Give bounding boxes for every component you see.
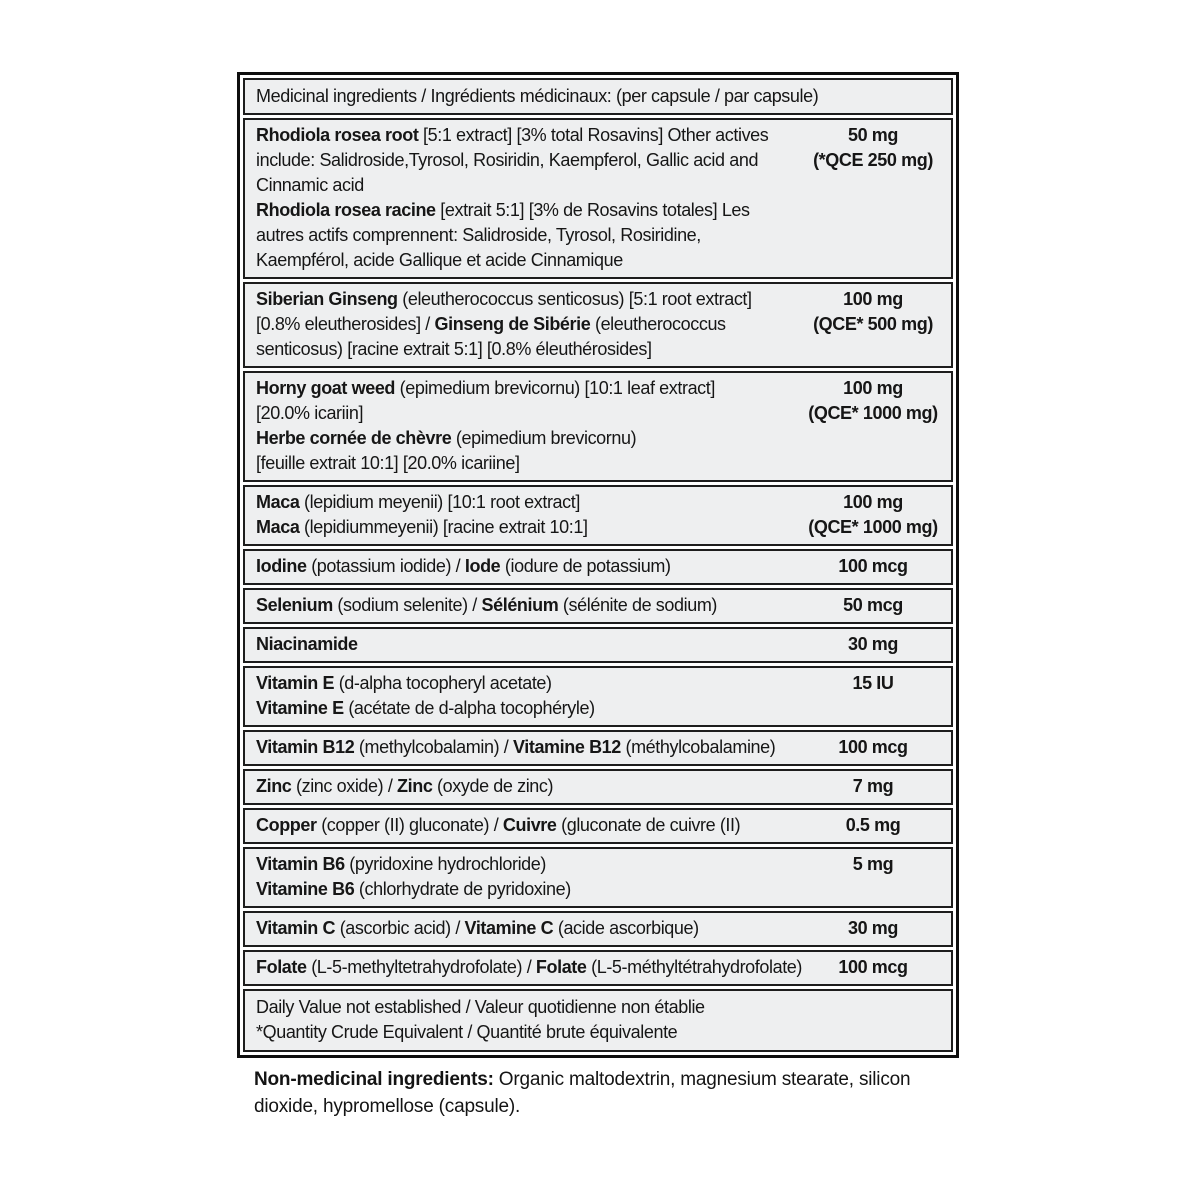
ingredient-name-line: Folate (L-5-methyltetrahydrofolate) / Folate (L-5-méthyltétrahydrofolate)	[256, 957, 803, 977]
ingredient-name-line: senticosus) [racine extrait 5:1] [0.8% éleuthérosides]	[256, 339, 652, 359]
ingredient-name-iodine	[256, 554, 803, 579]
ingredient-amount-line: 30 mg	[847, 634, 899, 654]
ingredient-name-line: [feuille extrait 10:1] [20.0% icariine]	[256, 453, 520, 473]
table-header-text: Medicinal ingredients / Ingrédients médicinaux: (per capsule / par capsule)	[256, 86, 819, 106]
ingredient-name-line: Copper (copper (II) gluconate) / Cuivre (gluconate de cuivre (II)	[256, 815, 741, 835]
ingredient-amount-line: 0.5 mg	[845, 815, 901, 835]
ingredient-amount-horny-goat-weed	[803, 376, 943, 426]
ingredient-row-horny-goat-weed	[243, 371, 953, 482]
ingredient-name-vitamin-b6	[256, 852, 803, 902]
ingredient-amount-line: 15 IU	[852, 673, 894, 693]
ingredient-amount-line: 7 mg	[852, 776, 894, 796]
ingredient-name-line: Vitamine E (acétate de d-alpha tocophéryle)	[256, 698, 595, 718]
ingredient-row-rhodiola-rosea	[243, 118, 953, 279]
ingredient-row-vitamin-c	[243, 911, 953, 947]
ingredient-name-line: Niacinamide	[256, 634, 358, 654]
ingredient-amount-rhodiola-rosea	[803, 123, 943, 173]
ingredient-name-line: Rhodiola rosea root [5:1 extract] [3% total Rosavins] Other actives	[256, 125, 769, 145]
ingredient-row-copper	[243, 808, 953, 844]
footnote-daily-value: Daily Value not established / Valeur quotidienne non établie	[256, 997, 705, 1017]
ingredient-name-line: Cinnamic acid	[256, 175, 364, 195]
ingredient-name-copper	[256, 813, 803, 838]
ingredient-name-maca	[256, 490, 803, 540]
ingredient-amount-line: 50 mcg	[843, 595, 903, 615]
footnote-qce: *Quantity Crude Equivalent / Quantité brute équivalente	[256, 1022, 678, 1042]
ingredient-name-line: Zinc (zinc oxide) / Zinc (oxyde de zinc)	[256, 776, 554, 796]
ingredient-name-line: Vitamin C (ascorbic acid) / Vitamine C (acide ascorbique)	[256, 918, 699, 938]
footnote-row	[243, 989, 953, 1052]
ingredient-amount-line: 100 mg	[843, 492, 903, 512]
ingredient-name-line: Kaempférol, acide Gallique et acide Cinnamique	[256, 250, 623, 270]
ingredient-amount-vitamin-c	[803, 916, 943, 941]
ingredient-name-line: Rhodiola rosea racine [extrait 5:1] [3% de Rosavins totales] Les	[256, 200, 750, 220]
ingredient-amount-vitamin-b6	[803, 852, 943, 877]
ingredient-name-line: Maca (lepidium meyenii) [10:1 root extract]	[256, 492, 580, 512]
ingredient-amount-line: 100 mcg	[838, 737, 908, 757]
ingredient-amount-line: 100 mg	[843, 289, 903, 309]
ingredient-amount-line: 100 mcg	[838, 556, 908, 576]
ingredient-amount-iodine	[803, 554, 943, 579]
ingredient-amount-line: 50 mg	[847, 125, 899, 145]
ingredient-amount-line: 100 mg	[843, 378, 903, 398]
ingredient-name-line: autres actifs comprennent: Salidroside, Tyrosol, Rosiridine,	[256, 225, 701, 245]
ingredient-row-vitamin-e	[243, 666, 953, 727]
non-medicinal-text: Organic maltodextrin, magnesium stearate, silicon dioxide, hypromellose (capsule).	[254, 1069, 911, 1117]
ingredient-name-line: Horny goat weed (epimedium brevicornu) [10:1 leaf extract]	[256, 378, 715, 398]
ingredient-name-vitamin-c	[256, 916, 803, 941]
ingredient-amount-folate	[803, 955, 943, 980]
ingredient-name-horny-goat-weed	[256, 376, 803, 476]
ingredient-row-folate	[243, 950, 953, 986]
ingredient-name-rhodiola-rosea	[256, 123, 803, 273]
medicinal-ingredients-table	[237, 72, 959, 1058]
ingredient-row-vitamin-b12	[243, 730, 953, 766]
ingredient-name-line: Vitamine B6 (chlorhydrate de pyridoxine)	[256, 879, 571, 899]
ingredient-name-line: include: Salidroside,Tyrosol, Rosiridin, Kaempferol, Gallic acid and	[256, 150, 759, 170]
ingredient-amount-line: (QCE* 500 mg)	[813, 314, 933, 334]
ingredient-row-iodine	[243, 549, 953, 585]
ingredient-name-folate	[256, 955, 803, 980]
ingredient-name-niacinamide	[256, 632, 803, 657]
ingredient-amount-vitamin-e	[803, 671, 943, 696]
ingredient-name-line: Herbe cornée de chèvre (epimedium brevicornu)	[256, 428, 637, 448]
ingredient-amount-zinc	[803, 774, 943, 799]
ingredient-amount-maca	[803, 490, 943, 540]
ingredient-row-vitamin-b6	[243, 847, 953, 908]
ingredient-row-selenium	[243, 588, 953, 624]
table-header-row	[243, 78, 953, 115]
ingredient-amount-line: (*QCE 250 mg)	[813, 150, 933, 170]
ingredient-name-siberian-ginseng	[256, 287, 803, 362]
ingredient-name-vitamin-b12	[256, 735, 803, 760]
ingredient-name-line: Iodine (potassium iodide) / Iode (iodure de potassium)	[256, 556, 671, 576]
ingredient-name-line: Selenium (sodium selenite) / Sélénium (sélénite de sodium)	[256, 595, 718, 615]
ingredient-amount-niacinamide	[803, 632, 943, 657]
ingredient-amount-copper	[803, 813, 943, 838]
ingredient-name-selenium	[256, 593, 803, 618]
ingredient-row-niacinamide	[243, 627, 953, 663]
ingredient-amount-line: (QCE* 1000 mg)	[808, 517, 938, 537]
ingredient-amount-selenium	[803, 593, 943, 618]
ingredient-amount-siberian-ginseng	[803, 287, 943, 337]
ingredient-row-zinc	[243, 769, 953, 805]
ingredient-name-vitamin-e	[256, 671, 803, 721]
non-medicinal-label: Non-medicinal ingredients:	[254, 1069, 494, 1090]
ingredient-name-line: Vitamin E (d-alpha tocopheryl acetate)	[256, 673, 552, 693]
ingredient-amount-line: (QCE* 1000 mg)	[808, 403, 938, 423]
ingredient-amount-vitamin-b12	[803, 735, 943, 760]
ingredient-row-siberian-ginseng	[243, 282, 953, 368]
ingredient-name-line: Vitamin B6 (pyridoxine hydrochloride)	[256, 854, 547, 874]
ingredient-row-maca	[243, 485, 953, 546]
ingredient-name-line: Maca (lepidiummeyenii) [racine extrait 10:1]	[256, 517, 588, 537]
ingredient-name-line: Vitamin B12 (methylcobalamin) / Vitamine B12 (méthylcobalamine)	[256, 737, 776, 757]
ingredient-amount-line: 30 mg	[847, 918, 899, 938]
ingredient-name-line: [0.8% eleutherosides] / Ginseng de Sibérie (eleutherococcus	[256, 314, 726, 334]
ingredient-amount-line: 100 mcg	[838, 957, 908, 977]
ingredient-name-line: Siberian Ginseng (eleutherococcus senticosus) [5:1 root extract]	[256, 289, 752, 309]
non-medicinal-ingredients	[254, 1066, 946, 1120]
ingredient-name-line: [20.0% icariin]	[256, 403, 364, 423]
ingredient-name-zinc	[256, 774, 803, 799]
ingredient-amount-line: 5 mg	[852, 854, 894, 874]
